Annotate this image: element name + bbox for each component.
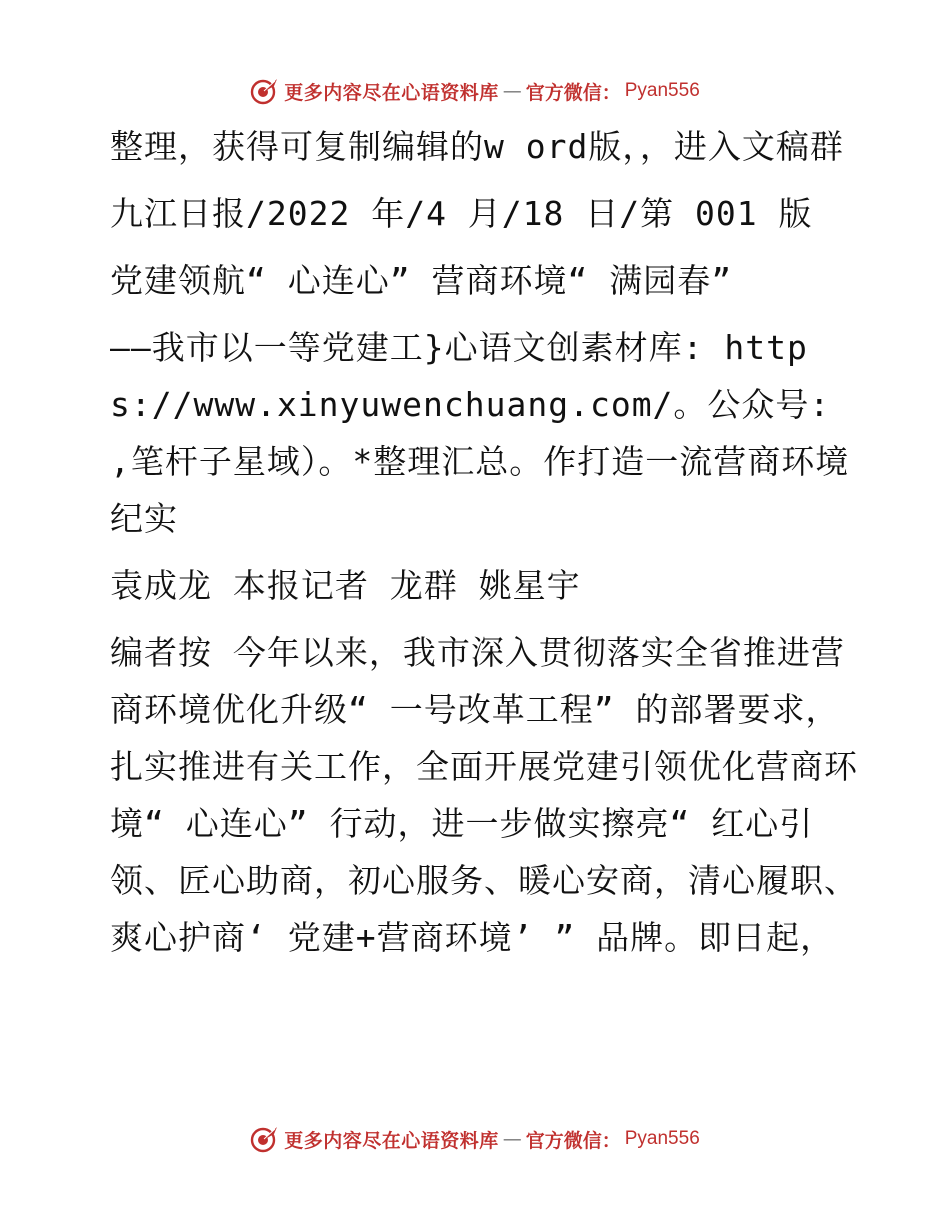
byline: 袁成龙 本报记者 龙群 姚星宇: [110, 566, 581, 605]
banner-separator: —: [502, 1128, 522, 1150]
banner-text: 更多内容尽在心语资料库: [284, 81, 499, 104]
header-banner: [0, 74, 950, 108]
banner-wechat-id: Pyan556: [624, 80, 700, 101]
banner-content: [250, 1124, 700, 1154]
publication-line: 九江日报/2022 年/4 月/18 日/第 001 版: [110, 194, 813, 233]
article-subtitle: ——我市以一等党建工}心语文创素材库: https://www.xinyuwenchuang.com/。公众号: ,笔杆子星域）。*整理汇总。作打造一流营商环境纪实: [110, 328, 850, 538]
footer-banner: [0, 1122, 950, 1156]
editor-note: 编者按 今年以来，我市深入贯彻落实全省推进营商环境优化升级“ 一号改革工程” 的部署要求，扎实推进有关工作，全面开展党建引领优化营商环境“ 心连心” 行动，进一步做实擦亮“ 红心引领、匠心助商，初心服务、暖心安商，清心履职、爽心护商‘ 党建+营商环境’ ” 品牌。即日起，: [110, 633, 858, 957]
article-title: 党建领航“ 心连心” 营商环境“ 满园春”: [110, 261, 733, 300]
banner-text: 更多内容尽在心语资料库: [284, 1129, 499, 1152]
document-body: [98, 118, 858, 976]
banner-content: [250, 76, 700, 106]
banner-wechat-id: Pyan556: [624, 1128, 700, 1149]
quill-pen-logo-icon: [250, 76, 280, 106]
banner-wechat-label: 官方微信：: [525, 1129, 621, 1152]
banner-separator: —: [502, 80, 522, 102]
quill-pen-logo-icon: [250, 1124, 280, 1154]
banner-wechat-label: 官方微信：: [525, 81, 621, 104]
intro-note: 整理，获得可复制编辑的w ord版，，进入文稿群: [110, 127, 844, 166]
